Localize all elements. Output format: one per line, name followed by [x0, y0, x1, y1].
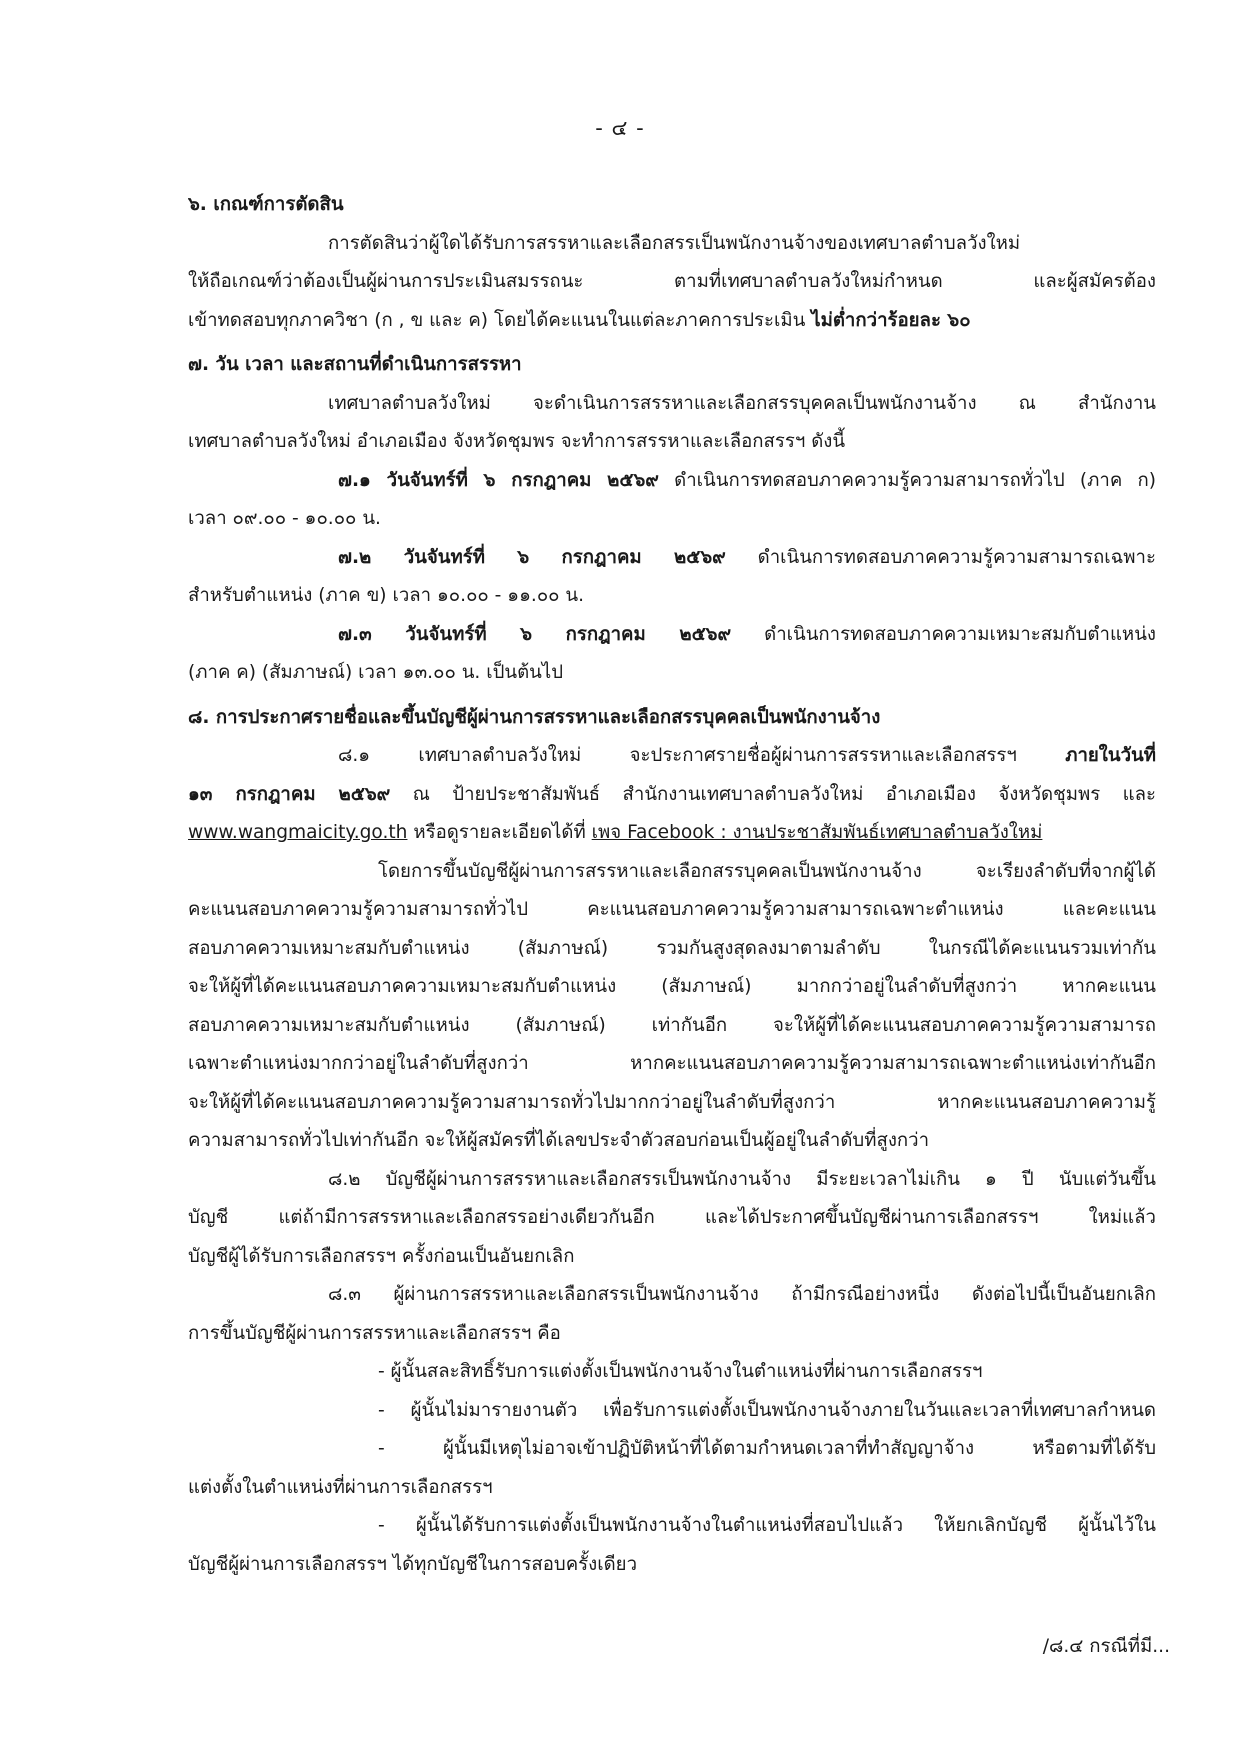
section-8-1-text: ณ ป้ายประชาสัมพันธ์ สำนักงานเทศบาลตำบลวังใหม่ อำเภอเมือง จังหวัดชุมพร และ	[390, 783, 1156, 805]
ranking-paragraph-line: จะให้ผู้ที่ได้คะแนนสอบภาคความเหมาะสมกับตำแหน่ง (สัมภาษณ์) มากกว่าอยู่ในลำดับที่สูงกว่า หากคะแนน	[188, 976, 1156, 997]
section-6-line: ให้ถือเกณฑ์ว่าต้องเป็นผู้ผ่านการประเมินสมรรถนะ ตามที่เทศบาลตำบลวังใหม่กำหนด และผู้สมัครต้อง	[188, 271, 1156, 292]
item-2-desc: ดำเนินการทดสอบภาคความรู้ความสามารถเฉพาะ	[725, 546, 1156, 568]
website-link[interactable]: www.wangmaicity.go.th	[188, 822, 408, 843]
facebook-page-link[interactable]: เพจ Facebook : งานประชาสัมพันธ์เทศบาลตำบลวังใหม่	[591, 822, 1043, 843]
bullet-item: - ผู้นั้นสละสิทธิ์รับการแต่งตั้งเป็นพนักงานจ้างในตำแหน่งที่ผ่านการเลือกสรรฯ	[378, 1361, 983, 1382]
section-8-1-line	[188, 776, 1156, 815]
section-7-heading: ๗. วัน เวลา และสถานที่ดำเนินการสรรหา	[188, 354, 522, 375]
ranking-paragraph-line: ความสามารถทั่วไปเท่ากันอีก จะให้ผู้สมัครที่ได้เลขประจำตัวสอบก่อนเป็นผู้อยู่ในลำดับที่สูงกว่า	[188, 1130, 930, 1151]
document-body	[188, 186, 1156, 1584]
section-6-threshold: ไม่ต่ำกว่าร้อยละ ๖๐	[811, 309, 971, 331]
item-3-desc: ดำเนินการทดสอบภาคความเหมาะสมกับตำแหน่ง	[731, 623, 1156, 645]
bullet-item-continuation: แต่งตั้งในตำแหน่งที่ผ่านการเลือกสรรฯ	[188, 1476, 493, 1498]
section-6-line: การตัดสินว่าผู้ใดได้รับการสรรหาและเลือกสรรเป็นพนักงานจ้างของเทศบาลตำบลวังใหม่	[328, 232, 1021, 254]
section-8-2-line: บัญชี แต่ถ้ามีการสรรหาและเลือกสรรอย่างเดียวกันอีก และได้ประกาศขึ้นบัญชีผ่านการเลือกสรรฯ ใหม่แล้ว	[188, 1207, 1156, 1228]
section-7-item-3	[188, 616, 1156, 655]
ranking-paragraph-line: สอบภาคความเหมาะสมกับตำแหน่ง (สัมภาษณ์) รวมกันสูงสุดลงมาตามลำดับ ในกรณีได้คะแนนรวมเท่ากัน	[188, 937, 1156, 959]
section-6-heading: ๖. เกณฑ์การตัดสิน	[188, 194, 344, 215]
continuation-note: /๘.๔ กรณีที่มี...	[1042, 1636, 1170, 1657]
section-7-item-3-time: (ภาค ค) (สัมภาษณ์) เวลา ๑๓.๐๐ น. เป็นต้นไป	[188, 662, 564, 683]
section-8-1-text: หรือดูรายละเอียดได้ที่	[407, 822, 592, 843]
section-8-1-text: ๘.๑ เทศบาลตำบลวังใหม่ จะประกาศรายชื่อผู้ผ่านการสรรหาและเลือกสรรฯ	[338, 745, 1066, 766]
section-8-2-line: บัญชีผู้ได้รับการเลือกสรรฯ ครั้งก่อนเป็นอันยกเลิก	[188, 1245, 575, 1267]
section-8-3-line: การขึ้นบัญชีผู้ผ่านการสรรหาและเลือกสรรฯ คือ	[188, 1322, 561, 1344]
section-8-1-line	[188, 814, 1156, 853]
section-7-item-1	[188, 462, 1156, 501]
section-7-item-2-time: สำหรับตำแหน่ง (ภาค ข) เวลา ๑๐.๐๐ - ๑๑.๐๐ น.	[188, 585, 585, 606]
bullet-item: - ผู้นั้นไม่มารายงานตัว เพื่อรับการแต่งตั้งเป็นพนักงานจ้างภายในวันและเวลาที่เทศบาลกำหนด	[378, 1399, 1156, 1421]
section-8-1-line	[188, 737, 1156, 776]
section-6-text: เข้าทดสอบทุกภาควิชา (ก , ข และ ค) โดยได้คะแนนในแต่ละภาคการประเมิน	[188, 309, 812, 331]
section-8-3-line: ๘.๓ ผู้ผ่านการสรรหาและเลือกสรรเป็นพนักงานจ้าง ถ้ามีกรณีอย่างหนึ่ง ดังต่อไปนี้เป็นอันยกเลิก	[328, 1284, 1156, 1305]
bullet-item: - ผู้นั้นได้รับการแต่งตั้งเป็นพนักงานจ้างในตำแหน่งที่สอบไปแล้ว ให้ยกเลิกบัญชี ผู้นั้นไว้ใน	[378, 1515, 1156, 1536]
section-8-1-deadline: ภายในวันที่	[1065, 745, 1156, 766]
ranking-paragraph-line: คะแนนสอบภาคความรู้ความสามารถทั่วไป คะแนนสอบภาคความรู้ความสามารถเฉพาะตำแหน่ง และคะแนน	[188, 899, 1156, 920]
section-7-line: เทศบาลตำบลวังใหม่ จะดำเนินการสรรหาและเลือกสรรบุคคลเป็นพนักงานจ้าง ณ สำนักงาน	[328, 392, 1156, 414]
bullet-item: - ผู้นั้นมีเหตุไม่อาจเข้าปฏิบัติหน้าที่ได้ตามกำหนดเวลาที่ทำสัญญาจ้าง หรือตามที่ได้รับ	[378, 1438, 1156, 1459]
ranking-paragraph-line: โดยการขึ้นบัญชีผู้ผ่านการสรรหาและเลือกสรรบุคคลเป็นพนักงานจ้าง จะเรียงลำดับที่จากผู้ได้	[378, 860, 1156, 882]
ranking-paragraph-line: จะให้ผู้ที่ได้คะแนนสอบภาคความรู้ความสามารถทั่วไปมากกว่าอยู่ในลำดับที่สูงกว่า หากคะแนนสอบภาคความรู้	[188, 1091, 1156, 1113]
item-1-date: ๗.๑ วันจันทร์ที่ ๖ กรกฎาคม ๒๕๖๙	[338, 469, 659, 491]
section-7-item-2	[188, 539, 1156, 578]
section-8-1-date: ๑๓ กรกฎาคม ๒๕๖๙	[188, 783, 391, 805]
section-7-line: เทศบาลตำบลวังใหม่ อำเภอเมือง จังหวัดชุมพร จะทำการสรรหาและเลือกสรรฯ ดังนี้	[188, 431, 846, 452]
section-8-heading: ๘. การประกาศรายชื่อและขึ้นบัญชีผู้ผ่านการสรรหาและเลือกสรรบุคคลเป็นพนักงานจ้าง	[188, 706, 881, 728]
item-1-desc: ดำเนินการทดสอบภาคความรู้ความสามารถทั่วไป (ภาค ก)	[658, 469, 1156, 491]
section-6-line	[188, 302, 1156, 341]
ranking-paragraph-line: สอบภาคความเหมาะสมกับตำแหน่ง (สัมภาษณ์) เท่ากันอีก จะให้ผู้ที่ได้คะแนนสอบภาคความรู้ความสามารถ	[188, 1014, 1156, 1036]
item-3-date: ๗.๓ วันจันทร์ที่ ๖ กรกฎาคม ๒๕๖๙	[338, 623, 732, 645]
bullet-item-continuation: บัญชีผู้ผ่านการเลือกสรรฯ ได้ทุกบัญชีในการสอบครั้งเดียว	[188, 1553, 638, 1575]
item-2-date: ๗.๒ วันจันทร์ที่ ๖ กรกฎาคม ๒๕๖๙	[338, 546, 726, 568]
section-8-2-line: ๘.๒ บัญชีผู้ผ่านการสรรหาและเลือกสรรเป็นพนักงานจ้าง มีระยะเวลาไม่เกิน ๑ ปี นับแต่วันขึ้น	[328, 1168, 1156, 1190]
section-7-item-1-time: เวลา ๐๙.๐๐ - ๑๐.๐๐ น.	[188, 508, 381, 529]
page-number: - ๔ -	[595, 116, 645, 140]
ranking-paragraph-line: เฉพาะตำแหน่งมากกว่าอยู่ในลำดับที่สูงกว่า หากคะแนนสอบภาคความรู้ความสามารถเฉพาะตำแหน่งเท่ากันอีก	[188, 1053, 1156, 1074]
